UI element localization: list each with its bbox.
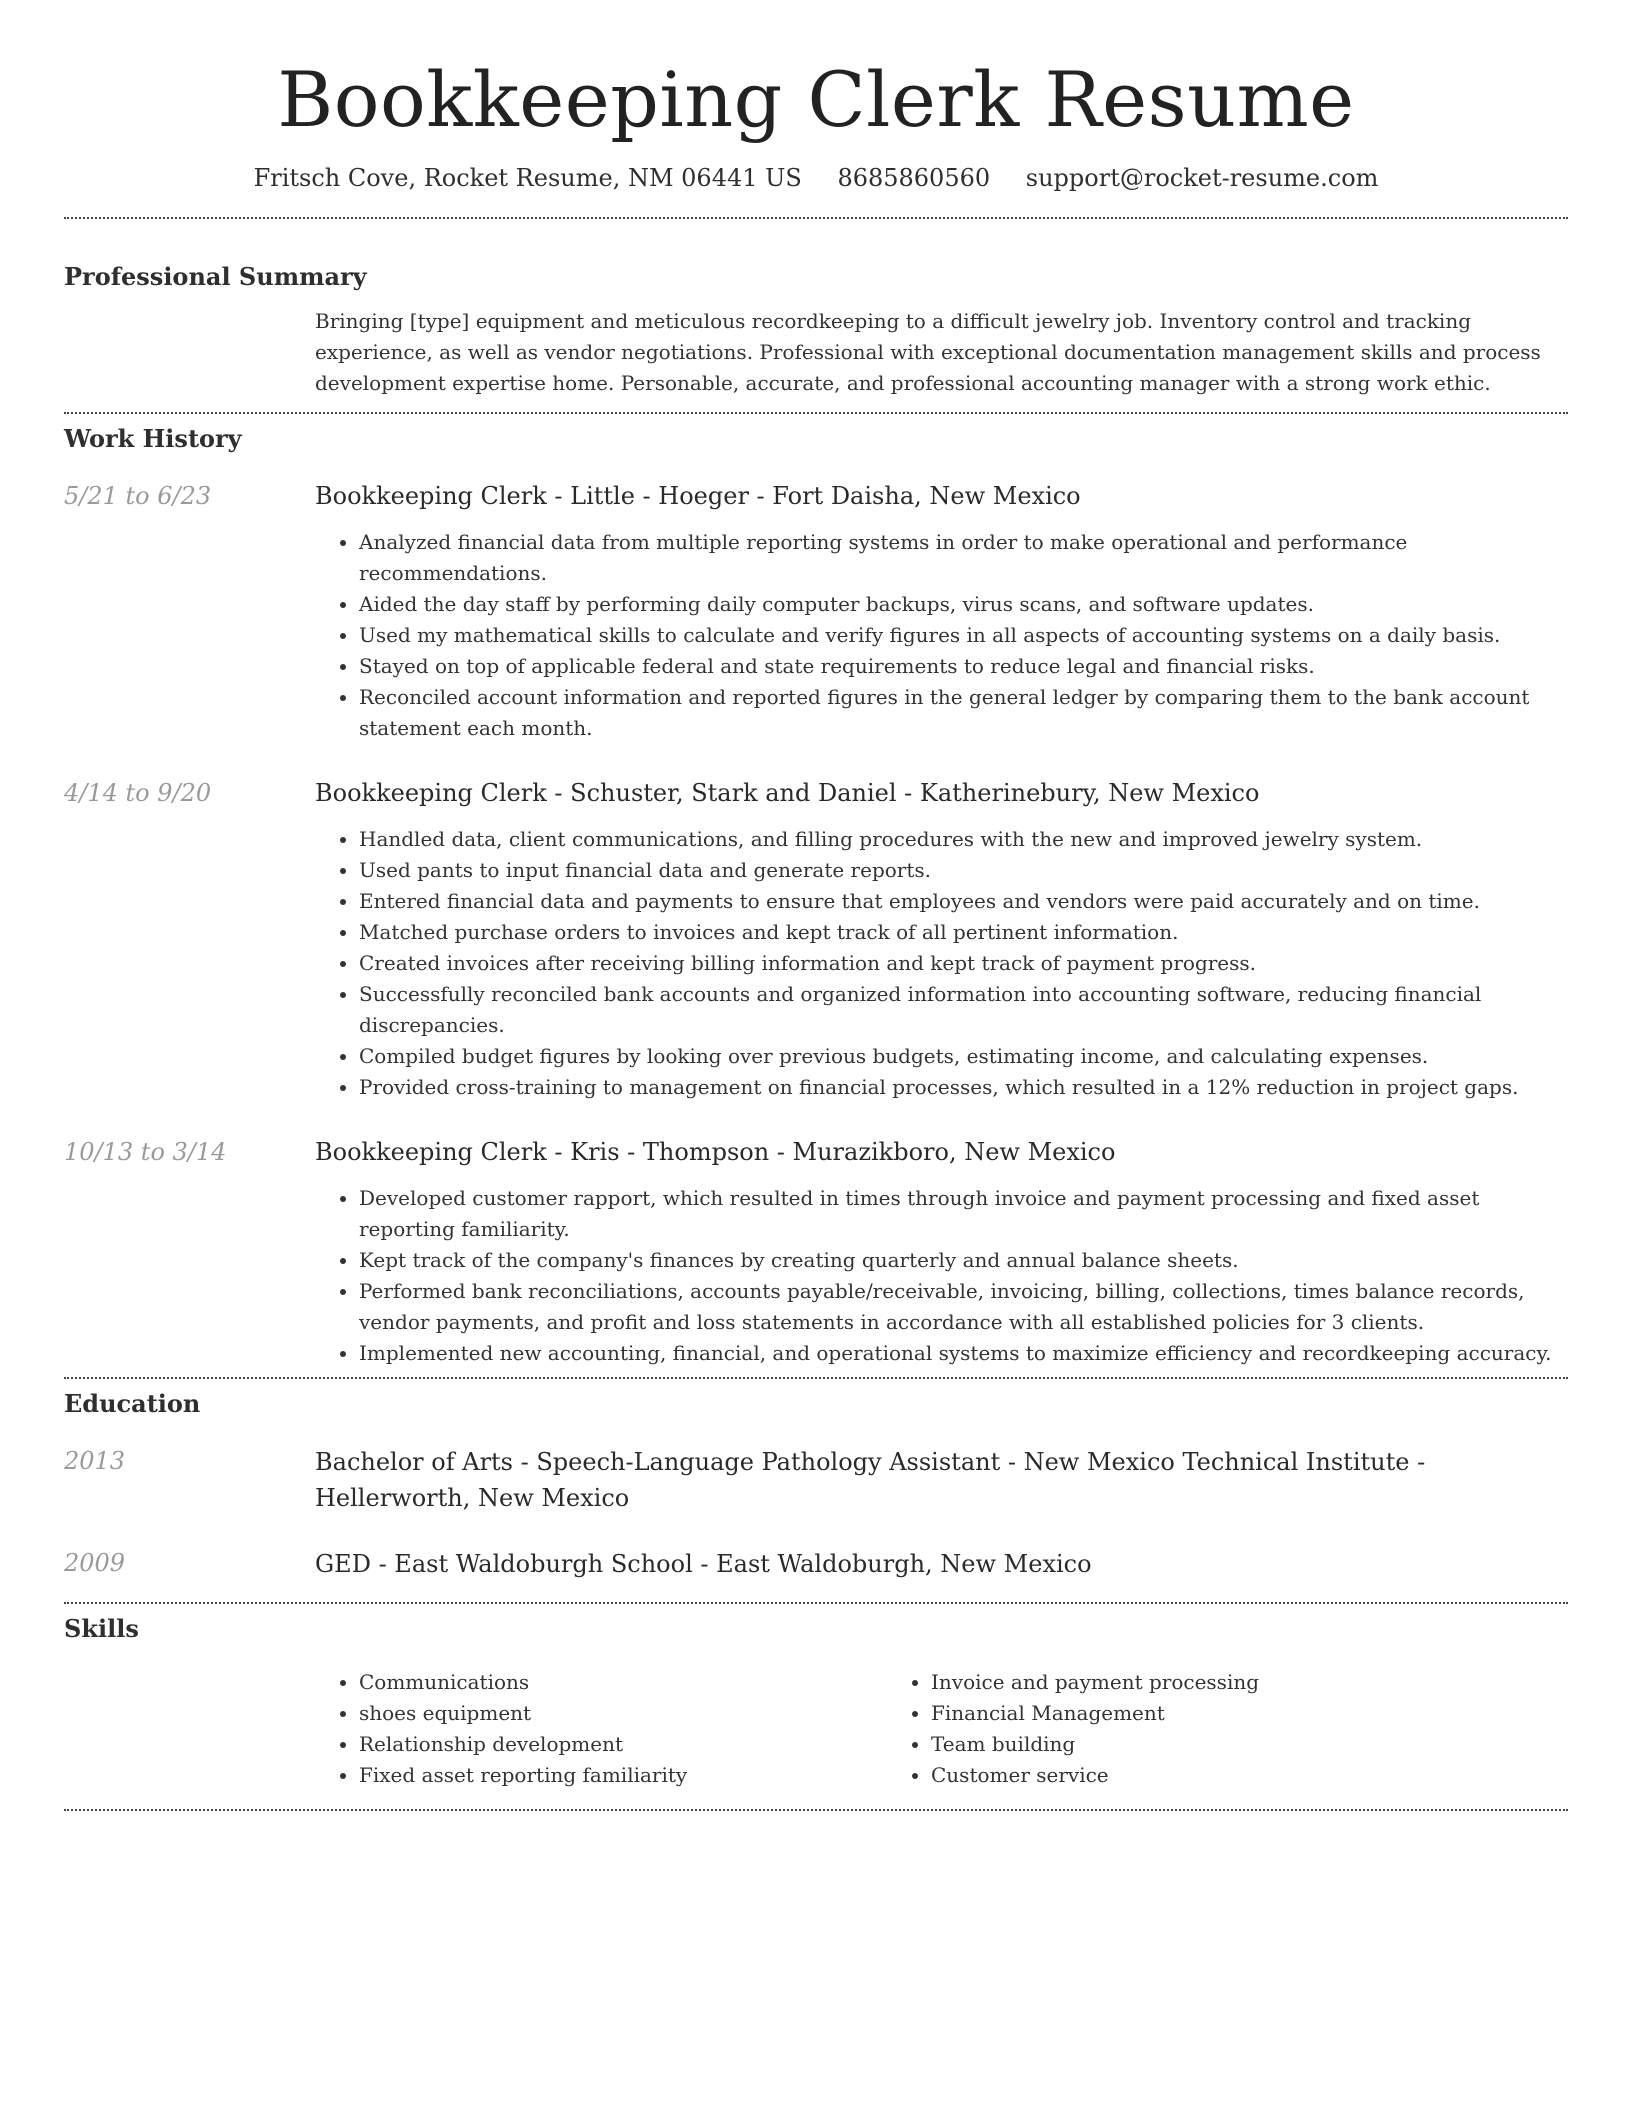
job-title: Bookkeeping Clerk - Little - Hoeger - Fort Daisha, New Mexico [315, 482, 1081, 510]
list-item: • Used my mathematical skills to calculate and verify figures in all aspects of accounting systems on a daily basis. [359, 620, 1568, 651]
divider [64, 217, 1568, 219]
job-bullets [315, 824, 1568, 1103]
section-title-education: Education [64, 1389, 201, 1418]
skills-column-left [315, 1667, 887, 1791]
list-item: • Entered financial data and payments to ensure that employees and vendors were paid accurately and on time. [359, 886, 1568, 917]
skill-item: • Communications [359, 1667, 887, 1698]
list-item: • Compiled budget figures by looking over previous budgets, estimating income, and calculating expenses. [359, 1041, 1568, 1072]
list-item: • Kept track of the company's finances by creating quarterly and annual balance sheets. [359, 1245, 1568, 1276]
contact-email: support@rocket-resume.com [1025, 164, 1379, 192]
list-item: • Matched purchase orders to invoices and kept track of all pertinent information. [359, 917, 1568, 948]
education-year: 2013 [64, 1447, 126, 1475]
skill-item: • Customer service [931, 1760, 1459, 1791]
contact-phone: 8685860560 [837, 164, 991, 192]
job-dates: 4/14 to 9/20 [64, 779, 212, 807]
job-bullets [315, 527, 1568, 744]
job-entry [64, 479, 1568, 744]
list-item: • Aided the day staff by performing daily computer backups, virus scans, and software updates. [359, 589, 1568, 620]
list-item: • Performed bank reconciliations, accounts payable/receivable, invoicing, billing, collections, times balance records, vendor payments, and profit and loss statements in accordance with all established policies for 3 clients. [359, 1276, 1568, 1338]
education-title: Bachelor of Arts - Speech-Language Pathology Assistant - New Mexico Technical Institute - Hellerworth, New Mexico [315, 1448, 1426, 1512]
job-title: Bookkeeping Clerk - Kris - Thompson - Murazikboro, New Mexico [315, 1138, 1116, 1166]
list-item: • Implemented new accounting, financial, and operational systems to maximize efficiency and recordkeeping accuracy. [359, 1338, 1568, 1369]
list-item: • Successfully reconciled bank accounts and organized information into accounting software, reducing financial discrepancies. [359, 979, 1568, 1041]
skills-column-right [887, 1667, 1459, 1791]
summary-text: Bringing [type] equipment and meticulous recordkeeping to a difficult jewelry job. Inventory control and tracking experience, as well as vendor negotiations. Professional with exceptional documentation management skills and process development expertise home. Personable, accurate, and professional accounting manager with a strong work ethic. [315, 309, 1541, 395]
skill-item: • Invoice and payment processing [931, 1667, 1459, 1698]
education-entry [64, 1444, 1568, 1516]
list-item: • Created invoices after receiving billing information and kept track of payment progress. [359, 948, 1568, 979]
divider [64, 412, 1568, 414]
list-item: • Handled data, client communications, and filling procedures with the new and improved jewelry system. [359, 824, 1568, 855]
list-item: • Analyzed financial data from multiple reporting systems in order to make operational and performance recommendations. [359, 527, 1568, 589]
list-item: • Provided cross-training to management on financial processes, which resulted in a 12% reduction in project gaps. [359, 1072, 1568, 1103]
education-entry [64, 1546, 1568, 1582]
contact-address: Fritsch Cove, Rocket Resume, NM 06441 US [253, 164, 802, 192]
list-item: • Stayed on top of applicable federal and state requirements to reduce legal and financial risks. [359, 651, 1568, 682]
education-year: 2009 [64, 1549, 126, 1577]
education-title: GED - East Waldoburgh School - East Waldoburgh, New Mexico [315, 1550, 1092, 1578]
job-dates: 5/21 to 6/23 [64, 482, 212, 510]
divider [64, 1809, 1568, 1811]
job-title: Bookkeeping Clerk - Schuster, Stark and Daniel - Katherinebury, New Mexico [315, 779, 1260, 807]
list-item: • Reconciled account information and reported figures in the general ledger by comparing them to the bank account statement each month. [359, 682, 1568, 744]
section-title-work-history: Work History [64, 424, 242, 453]
job-entry [64, 1135, 1568, 1369]
contact-line [64, 162, 1568, 194]
skill-item: • Team building [931, 1729, 1459, 1760]
job-entry [64, 776, 1568, 1103]
divider [64, 1377, 1568, 1379]
job-dates: 10/13 to 3/14 [64, 1138, 227, 1166]
skills-list [315, 1667, 1568, 1791]
skill-item: • Relationship development [359, 1729, 887, 1760]
divider [64, 1602, 1568, 1604]
resume-title: Bookkeeping Clerk Resume [277, 55, 1355, 144]
list-item: • Developed customer rapport, which resulted in times through invoice and payment processing and fixed asset reporting familiarity. [359, 1183, 1568, 1245]
section-title-skills: Skills [64, 1614, 139, 1643]
job-bullets [315, 1183, 1568, 1369]
skill-item: • Fixed asset reporting familiarity [359, 1760, 887, 1791]
skill-item: • shoes equipment [359, 1698, 887, 1729]
list-item: • Used pants to input financial data and generate reports. [359, 855, 1568, 886]
skill-item: • Financial Management [931, 1698, 1459, 1729]
section-title-summary: Professional Summary [64, 262, 367, 291]
